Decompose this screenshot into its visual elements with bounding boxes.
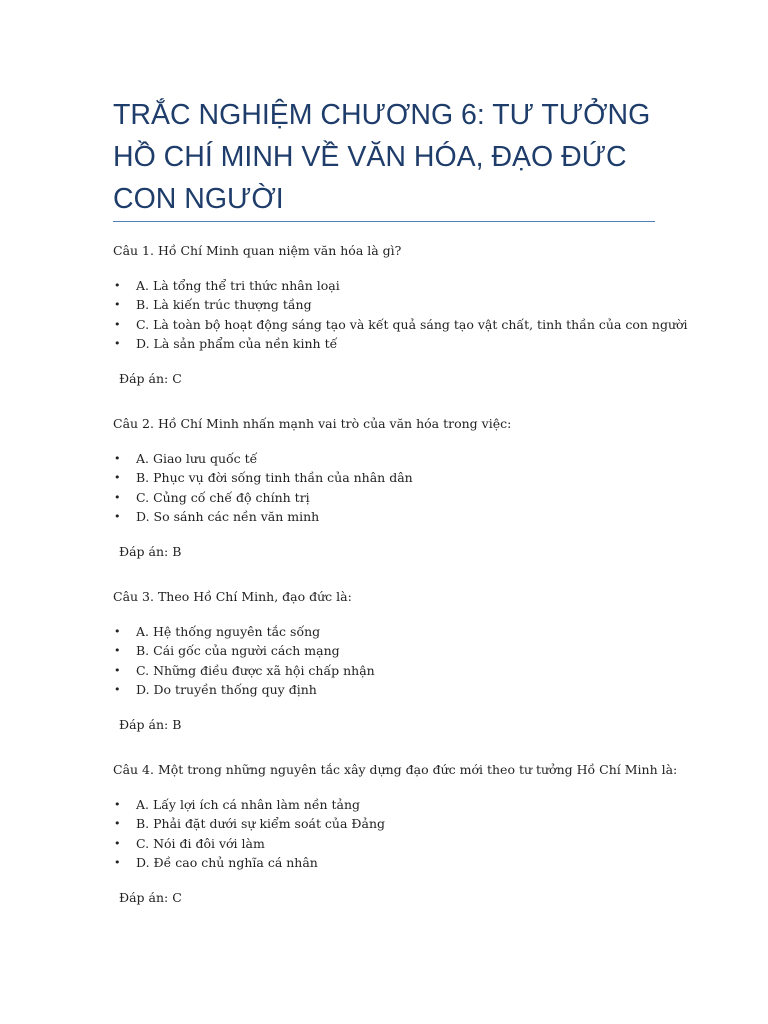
bullet-icon: • bbox=[114, 682, 121, 696]
option-text: B. Là kiến trúc thượng tầng bbox=[136, 297, 312, 313]
question-text: Câu 2. Hồ Chí Minh nhấn mạnh vai trò của văn hóa trong việc: bbox=[113, 416, 512, 431]
bullet-icon: • bbox=[114, 625, 121, 638]
bullet-icon: • bbox=[114, 298, 121, 312]
question-text: Câu 3. Theo Hồ Chí Minh, đạo đức là: bbox=[113, 589, 352, 604]
option-text: C. Những điều được xã hội chấp nhận bbox=[136, 662, 375, 678]
option-item bbox=[113, 468, 713, 487]
option-item bbox=[113, 334, 713, 353]
option-item bbox=[113, 295, 713, 314]
option-item bbox=[113, 488, 713, 507]
option-text: A. Hệ thống nguyên tắc sống bbox=[136, 624, 321, 639]
option-item bbox=[113, 834, 713, 853]
option-text: B. Phục vụ đời sống tinh thần của nhân dân bbox=[136, 470, 413, 486]
option-list bbox=[113, 795, 713, 872]
option-text: C. Củng cố chế độ chính trị bbox=[136, 489, 310, 505]
bullet-icon: • bbox=[114, 817, 121, 831]
option-text: A. Giao lưu quốc tế bbox=[136, 451, 258, 466]
answer-text: Đáp án: C bbox=[119, 890, 182, 906]
option-item bbox=[113, 853, 713, 872]
option-text: C. Là toàn bộ hoạt động sáng tạo và kết quả sáng tạo vật chất, tinh thần của con người bbox=[136, 316, 688, 332]
bullet-icon: • bbox=[114, 336, 121, 350]
title-divider bbox=[113, 221, 655, 222]
question-1 bbox=[113, 243, 713, 387]
option-item bbox=[113, 641, 713, 660]
option-text: B. Cái gốc của người cách mạng bbox=[136, 643, 340, 659]
option-text: D. So sánh các nền văn minh bbox=[136, 508, 320, 524]
answer-text: Đáp án: B bbox=[119, 717, 182, 733]
bullet-icon: • bbox=[114, 663, 121, 677]
option-item bbox=[113, 795, 713, 814]
answer-text: Đáp án: C bbox=[119, 371, 182, 387]
answer-text: Đáp án: B bbox=[119, 544, 182, 560]
bullet-icon: • bbox=[114, 490, 121, 504]
bullet-icon: • bbox=[114, 644, 121, 658]
option-item bbox=[113, 315, 713, 334]
option-item bbox=[113, 507, 713, 526]
option-text: D. Do truyền thống quy định bbox=[136, 681, 317, 697]
document-title: TRẮC NGHIỆM CHƯƠNG 6: TƯ TƯỞNG HỒ CHÍ MINH VỀ VĂN HÓA, ĐẠO ĐỨC CON NGƯỜI bbox=[113, 99, 651, 215]
question-text: Câu 1. Hồ Chí Minh quan niệm văn hóa là gì? bbox=[113, 243, 402, 258]
option-item bbox=[113, 449, 713, 468]
option-text: D. Đề cao chủ nghĩa cá nhân bbox=[136, 854, 318, 870]
bullet-icon: • bbox=[114, 317, 121, 331]
bullet-icon: • bbox=[114, 855, 121, 869]
bullet-icon: • bbox=[114, 471, 121, 485]
option-text: D. Là sản phẩm của nền kinh tế bbox=[136, 335, 338, 351]
option-text: A. Lấy lợi ích cá nhân làm nền tảng bbox=[136, 797, 361, 812]
bullet-icon: • bbox=[114, 798, 121, 811]
option-text: B. Phải đặt dưới sự kiểm soát của Đảng bbox=[136, 816, 386, 832]
bullet-icon: • bbox=[114, 836, 121, 850]
bullet-icon: • bbox=[114, 279, 121, 292]
option-text: C. Nói đi đôi với làm bbox=[136, 835, 265, 851]
question-4 bbox=[113, 762, 713, 906]
option-list bbox=[113, 449, 713, 526]
bullet-icon: • bbox=[114, 509, 121, 523]
option-list bbox=[113, 622, 713, 699]
option-list bbox=[113, 276, 713, 353]
question-2 bbox=[113, 416, 713, 560]
option-item bbox=[113, 276, 713, 295]
option-item bbox=[113, 661, 713, 680]
option-text: A. Là tổng thể tri thức nhân loại bbox=[136, 278, 340, 293]
question-3 bbox=[113, 589, 713, 733]
option-item bbox=[113, 622, 713, 641]
question-text: Câu 4. Một trong những nguyên tắc xây dựng đạo đức mới theo tư tưởng Hồ Chí Minh là: bbox=[113, 762, 678, 777]
option-item bbox=[113, 814, 713, 833]
bullet-icon: • bbox=[114, 452, 121, 465]
option-item bbox=[113, 680, 713, 699]
